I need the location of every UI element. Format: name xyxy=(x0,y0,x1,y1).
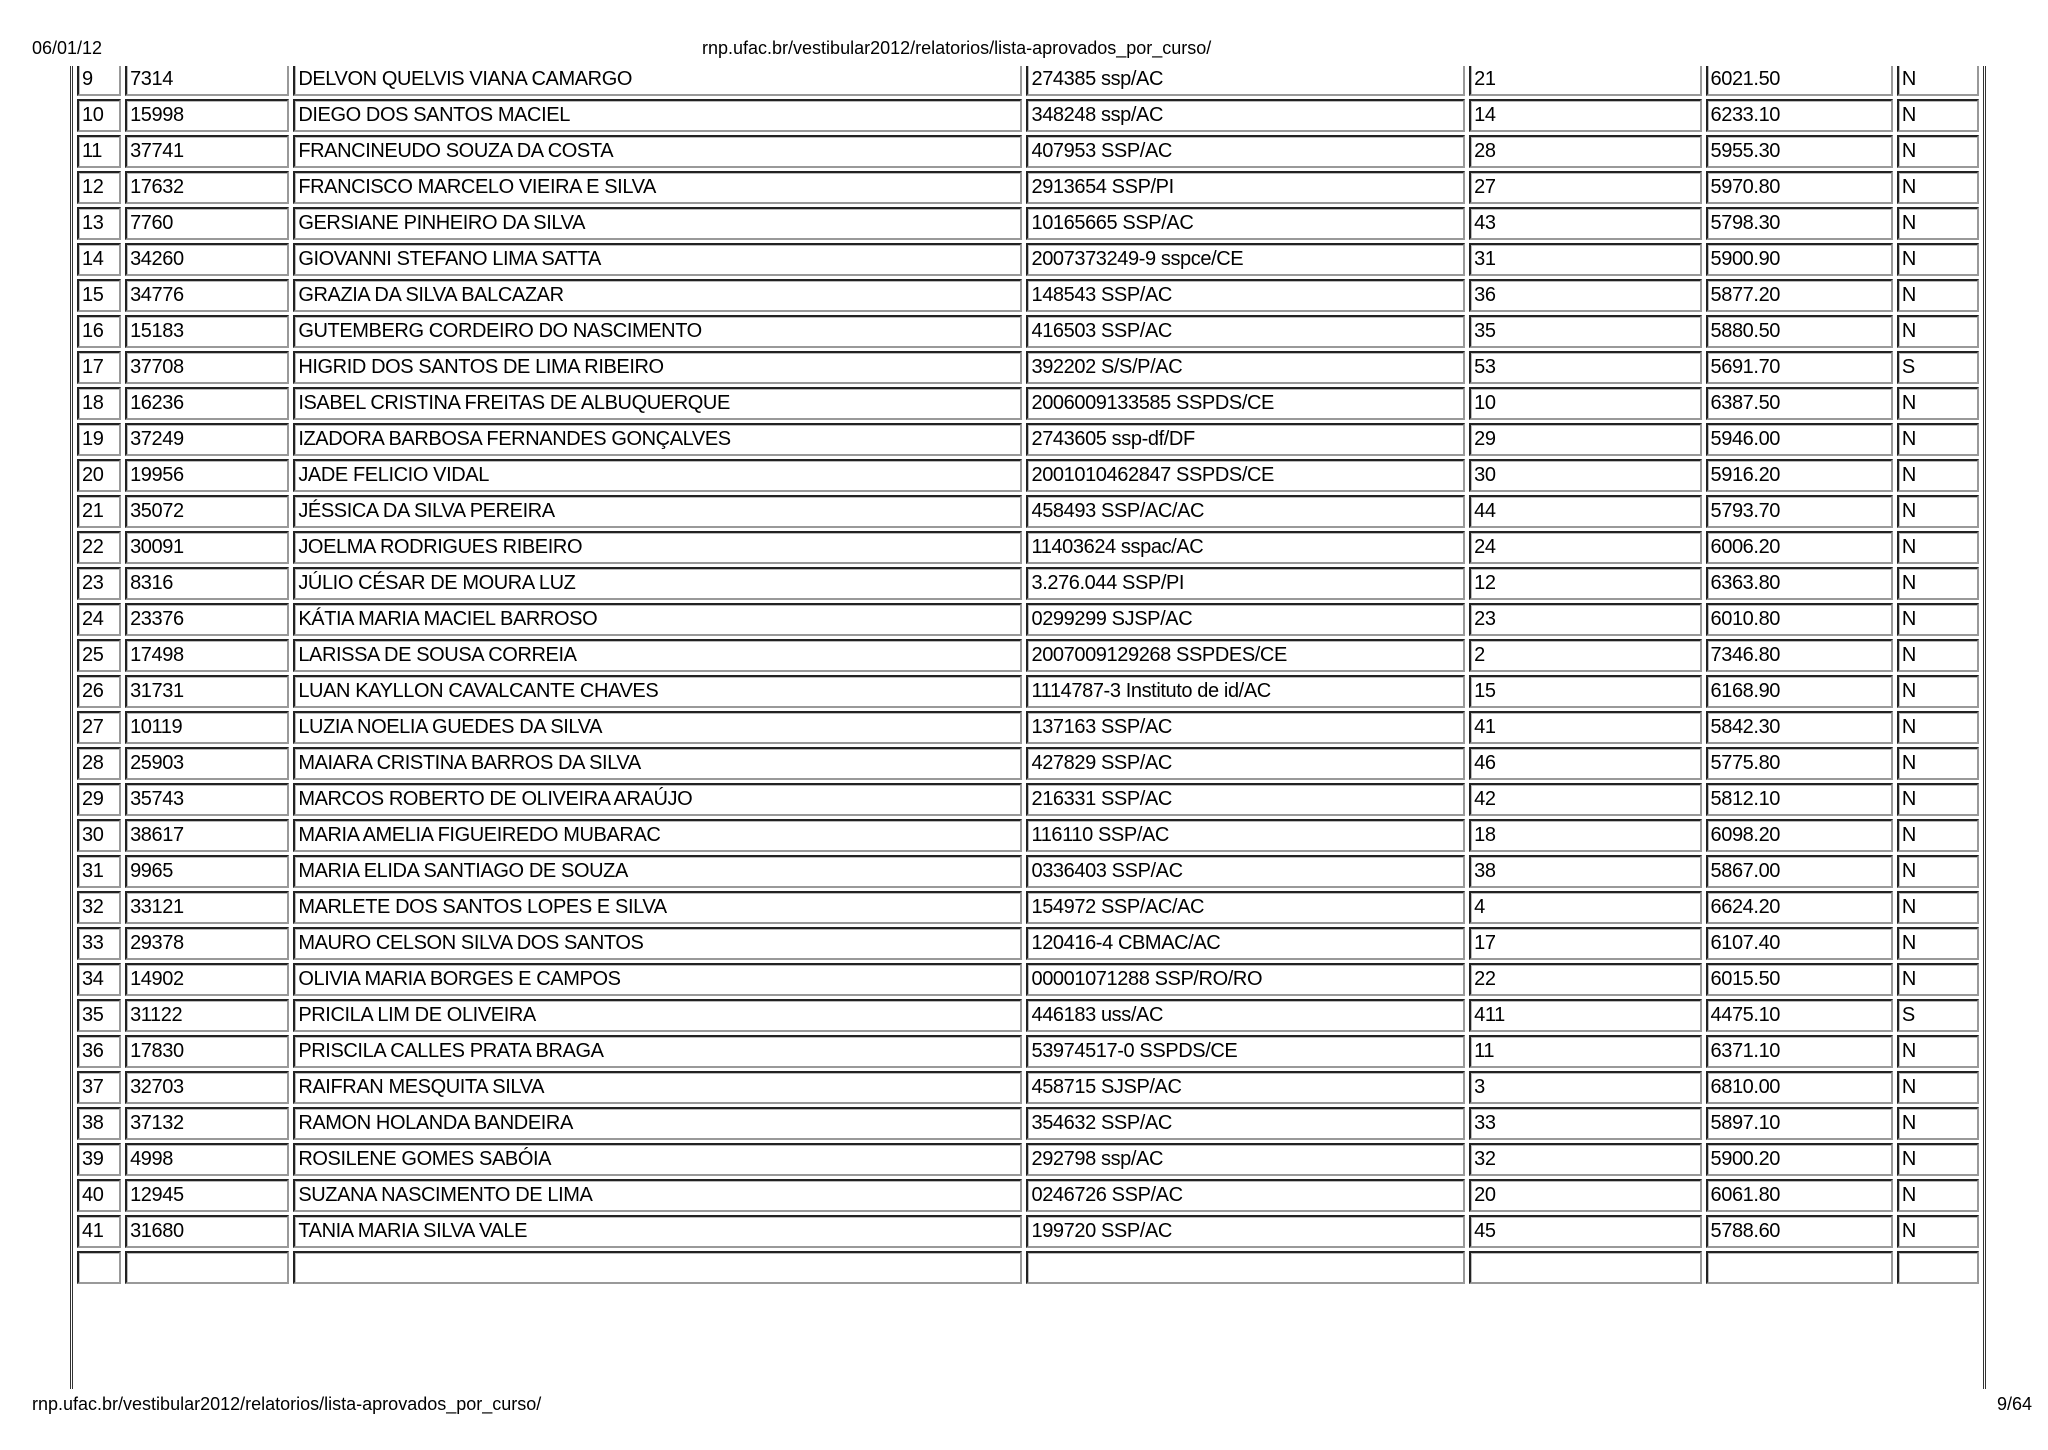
score-cell: 5842.30 xyxy=(1706,711,1893,744)
rank-cell: 411 xyxy=(1469,999,1701,1032)
id-document-cell: 00001071288 SSP/RO/RO xyxy=(1026,963,1465,996)
flag-cell: N xyxy=(1897,135,1979,168)
flag-cell: N xyxy=(1897,531,1979,564)
name-cell: LARISSA DE SOUSA CORREIA xyxy=(293,639,1022,672)
registration-cell: 14902 xyxy=(125,963,289,996)
table-row xyxy=(77,1107,1979,1140)
table-row xyxy=(77,963,1979,996)
id-document-cell: 3.276.044 SSP/PI xyxy=(1026,567,1465,600)
rank-cell: 18 xyxy=(1469,819,1701,852)
registration-cell: 31680 xyxy=(125,1215,289,1248)
flag-cell: N xyxy=(1897,747,1979,780)
name-cell: RAMON HOLANDA BANDEIRA xyxy=(293,1107,1022,1140)
table-row xyxy=(77,603,1979,636)
score-cell: 5897.10 xyxy=(1706,1107,1893,1140)
score-cell: 5900.90 xyxy=(1706,243,1893,276)
registration-cell: 7314 xyxy=(125,66,289,96)
row-number-cell: 30 xyxy=(77,819,121,852)
flag-cell: N xyxy=(1897,711,1979,744)
id-document-cell: 458493 SSP/AC/AC xyxy=(1026,495,1465,528)
id-document-cell xyxy=(1026,1251,1465,1284)
table-row xyxy=(77,66,1979,96)
rank-cell: 11 xyxy=(1469,1035,1701,1068)
row-number-cell: 31 xyxy=(77,855,121,888)
table-row xyxy=(77,279,1979,312)
id-document-cell: 2743605 ssp-df/DF xyxy=(1026,423,1465,456)
name-cell xyxy=(293,1251,1022,1284)
flag-cell: N xyxy=(1897,1035,1979,1068)
name-cell: LUAN KAYLLON CAVALCANTE CHAVES xyxy=(293,675,1022,708)
row-number-cell: 39 xyxy=(77,1143,121,1176)
rank-cell xyxy=(1469,1251,1701,1284)
flag-cell: N xyxy=(1897,855,1979,888)
row-number-cell: 28 xyxy=(77,747,121,780)
score-cell: 5880.50 xyxy=(1706,315,1893,348)
table-row xyxy=(77,1215,1979,1248)
rank-cell: 22 xyxy=(1469,963,1701,996)
id-document-cell: 10165665 SSP/AC xyxy=(1026,207,1465,240)
score-cell: 5798.30 xyxy=(1706,207,1893,240)
id-document-cell: 2007009129268 SSPDES/CE xyxy=(1026,639,1465,672)
table-row xyxy=(77,747,1979,780)
registration-cell: 31731 xyxy=(125,675,289,708)
id-document-cell: 2913654 SSP/PI xyxy=(1026,171,1465,204)
row-number-cell: 37 xyxy=(77,1071,121,1104)
score-cell: 6233.10 xyxy=(1706,99,1893,132)
name-cell: DELVON QUELVIS VIANA CAMARGO xyxy=(293,66,1022,96)
id-document-cell: 216331 SSP/AC xyxy=(1026,783,1465,816)
score-cell xyxy=(1706,1251,1893,1284)
registration-cell: 37249 xyxy=(125,423,289,456)
name-cell: GERSIANE PINHEIRO DA SILVA xyxy=(293,207,1022,240)
score-cell: 6107.40 xyxy=(1706,927,1893,960)
rank-cell: 30 xyxy=(1469,459,1701,492)
score-cell: 5812.10 xyxy=(1706,783,1893,816)
name-cell: FRANCISCO MARCELO VIEIRA E SILVA xyxy=(293,171,1022,204)
approved-list-table xyxy=(70,66,1986,1389)
registration-cell: 30091 xyxy=(125,531,289,564)
rank-cell: 15 xyxy=(1469,675,1701,708)
rank-cell: 35 xyxy=(1469,315,1701,348)
id-document-cell: 458715 SJSP/AC xyxy=(1026,1071,1465,1104)
flag-cell: N xyxy=(1897,819,1979,852)
table-row xyxy=(77,675,1979,708)
id-document-cell: 154972 SSP/AC/AC xyxy=(1026,891,1465,924)
flag-cell: N xyxy=(1897,1143,1979,1176)
table-row xyxy=(77,243,1979,276)
flag-cell: N xyxy=(1897,315,1979,348)
score-cell: 5970.80 xyxy=(1706,171,1893,204)
name-cell: PRISCILA CALLES PRATA BRAGA xyxy=(293,1035,1022,1068)
score-cell: 6168.90 xyxy=(1706,675,1893,708)
row-number-cell: 23 xyxy=(77,567,121,600)
id-document-cell: 0336403 SSP/AC xyxy=(1026,855,1465,888)
id-document-cell: 292798 ssp/AC xyxy=(1026,1143,1465,1176)
flag-cell: N xyxy=(1897,387,1979,420)
registration-cell: 15998 xyxy=(125,99,289,132)
score-cell: 5775.80 xyxy=(1706,747,1893,780)
flag-cell: N xyxy=(1897,243,1979,276)
score-cell: 5788.60 xyxy=(1706,1215,1893,1248)
id-document-cell: 53974517-0 SSPDS/CE xyxy=(1026,1035,1465,1068)
table-row xyxy=(77,819,1979,852)
rank-cell: 41 xyxy=(1469,711,1701,744)
flag-cell: S xyxy=(1897,999,1979,1032)
table-row xyxy=(77,99,1979,132)
row-number-cell: 19 xyxy=(77,423,121,456)
table-row xyxy=(77,783,1979,816)
id-document-cell: 120416-4 CBMAC/AC xyxy=(1026,927,1465,960)
name-cell: JÉSSICA DA SILVA PEREIRA xyxy=(293,495,1022,528)
registration-cell: 25903 xyxy=(125,747,289,780)
rank-cell: 21 xyxy=(1469,66,1701,96)
flag-cell: N xyxy=(1897,603,1979,636)
flag-cell: N xyxy=(1897,207,1979,240)
id-document-cell: 446183 uss/AC xyxy=(1026,999,1465,1032)
registration-cell: 34260 xyxy=(125,243,289,276)
name-cell: HIGRID DOS SANTOS DE LIMA RIBEIRO xyxy=(293,351,1022,384)
flag-cell: N xyxy=(1897,279,1979,312)
rank-cell: 17 xyxy=(1469,927,1701,960)
row-number-cell: 26 xyxy=(77,675,121,708)
rank-cell: 36 xyxy=(1469,279,1701,312)
registration-cell: 17632 xyxy=(125,171,289,204)
score-cell: 6624.20 xyxy=(1706,891,1893,924)
score-cell: 5793.70 xyxy=(1706,495,1893,528)
header-url: rnp.ufac.br/vestibular2012/relatorios/lista-aprovados_por_curso/ xyxy=(702,38,1212,58)
row-number-cell: 18 xyxy=(77,387,121,420)
registration-cell: 17498 xyxy=(125,639,289,672)
registration-cell: 37708 xyxy=(125,351,289,384)
table-row xyxy=(77,423,1979,456)
flag-cell: N xyxy=(1897,459,1979,492)
name-cell: FRANCINEUDO SOUZA DA COSTA xyxy=(293,135,1022,168)
score-cell: 6006.20 xyxy=(1706,531,1893,564)
id-document-cell: 2007373249-9 sspce/CE xyxy=(1026,243,1465,276)
flag-cell: N xyxy=(1897,495,1979,528)
name-cell: TANIA MARIA SILVA VALE xyxy=(293,1215,1022,1248)
table-row xyxy=(77,135,1979,168)
row-number-cell: 11 xyxy=(77,135,121,168)
registration-cell: 17830 xyxy=(125,1035,289,1068)
flag-cell xyxy=(1897,1251,1979,1284)
rank-cell: 2 xyxy=(1469,639,1701,672)
registration-cell: 32703 xyxy=(125,1071,289,1104)
row-number-cell: 36 xyxy=(77,1035,121,1068)
row-number-cell: 34 xyxy=(77,963,121,996)
table-row xyxy=(77,1143,1979,1176)
id-document-cell: 348248 ssp/AC xyxy=(1026,99,1465,132)
row-number-cell: 25 xyxy=(77,639,121,672)
row-number-cell: 15 xyxy=(77,279,121,312)
name-cell: JOELMA RODRIGUES RIBEIRO xyxy=(293,531,1022,564)
row-number-cell: 40 xyxy=(77,1179,121,1212)
row-number-cell: 35 xyxy=(77,999,121,1032)
table-row xyxy=(77,639,1979,672)
table-row xyxy=(77,927,1979,960)
rank-cell: 4 xyxy=(1469,891,1701,924)
score-cell: 4475.10 xyxy=(1706,999,1893,1032)
score-cell: 6387.50 xyxy=(1706,387,1893,420)
id-document-cell: 1114787-3 Instituto de id/AC xyxy=(1026,675,1465,708)
row-number-cell: 21 xyxy=(77,495,121,528)
score-cell: 6098.20 xyxy=(1706,819,1893,852)
flag-cell: N xyxy=(1897,783,1979,816)
score-cell: 6061.80 xyxy=(1706,1179,1893,1212)
table-row xyxy=(77,999,1979,1032)
row-number-cell: 9 xyxy=(77,66,121,96)
name-cell: GIOVANNI STEFANO LIMA SATTA xyxy=(293,243,1022,276)
id-document-cell: 2006009133585 SSPDS/CE xyxy=(1026,387,1465,420)
row-number-cell: 13 xyxy=(77,207,121,240)
score-cell: 5955.30 xyxy=(1706,135,1893,168)
name-cell: MARIA AMELIA FIGUEIREDO MUBARAC xyxy=(293,819,1022,852)
score-cell: 6021.50 xyxy=(1706,66,1893,96)
id-document-cell: 407953 SSP/AC xyxy=(1026,135,1465,168)
table-row xyxy=(77,495,1979,528)
row-number-cell xyxy=(77,1251,121,1284)
rank-cell: 14 xyxy=(1469,99,1701,132)
score-cell: 5946.00 xyxy=(1706,423,1893,456)
registration-cell xyxy=(125,1251,289,1284)
score-cell: 5691.70 xyxy=(1706,351,1893,384)
registration-cell: 15183 xyxy=(125,315,289,348)
registration-cell: 7760 xyxy=(125,207,289,240)
id-document-cell: 0299299 SJSP/AC xyxy=(1026,603,1465,636)
row-number-cell: 33 xyxy=(77,927,121,960)
name-cell: ISABEL CRISTINA FREITAS DE ALBUQUERQUE xyxy=(293,387,1022,420)
registration-cell: 23376 xyxy=(125,603,289,636)
row-number-cell: 32 xyxy=(77,891,121,924)
rank-cell: 53 xyxy=(1469,351,1701,384)
table-row xyxy=(77,1179,1979,1212)
rank-cell: 45 xyxy=(1469,1215,1701,1248)
table-row xyxy=(77,1035,1979,1068)
rank-cell: 3 xyxy=(1469,1071,1701,1104)
score-cell: 6810.00 xyxy=(1706,1071,1893,1104)
name-cell: PRICILA LIM DE OLIVEIRA xyxy=(293,999,1022,1032)
rank-cell: 44 xyxy=(1469,495,1701,528)
name-cell: DIEGO DOS SANTOS MACIEL xyxy=(293,99,1022,132)
name-cell: MARCOS ROBERTO DE OLIVEIRA ARAÚJO xyxy=(293,783,1022,816)
flag-cell: N xyxy=(1897,1071,1979,1104)
table-row xyxy=(77,207,1979,240)
table-row xyxy=(77,1071,1979,1104)
page-number: 9/64 xyxy=(1996,1394,2032,1414)
table-row xyxy=(77,351,1979,384)
row-number-cell: 14 xyxy=(77,243,121,276)
flag-cell: N xyxy=(1897,1107,1979,1140)
table-row xyxy=(77,531,1979,564)
registration-cell: 34776 xyxy=(125,279,289,312)
id-document-cell: 427829 SSP/AC xyxy=(1026,747,1465,780)
registration-cell: 35743 xyxy=(125,783,289,816)
name-cell: JÚLIO CÉSAR DE MOURA LUZ xyxy=(293,567,1022,600)
name-cell: RAIFRAN MESQUITA SILVA xyxy=(293,1071,1022,1104)
table-row xyxy=(77,171,1979,204)
registration-cell: 16236 xyxy=(125,387,289,420)
registration-cell: 12945 xyxy=(125,1179,289,1212)
row-number-cell: 20 xyxy=(77,459,121,492)
flag-cell: S xyxy=(1897,351,1979,384)
footer-url: rnp.ufac.br/vestibular2012/relatorios/lista-aprovados_por_curso/ xyxy=(32,1394,542,1414)
score-cell: 6010.80 xyxy=(1706,603,1893,636)
id-document-cell: 392202 S/S/P/AC xyxy=(1026,351,1465,384)
score-cell: 5916.20 xyxy=(1706,459,1893,492)
rank-cell: 38 xyxy=(1469,855,1701,888)
id-document-cell: 416503 SSP/AC xyxy=(1026,315,1465,348)
registration-cell: 38617 xyxy=(125,819,289,852)
id-document-cell: 11403624 sspac/AC xyxy=(1026,531,1465,564)
registration-cell: 29378 xyxy=(125,927,289,960)
table-row xyxy=(77,855,1979,888)
registration-cell: 35072 xyxy=(125,495,289,528)
flag-cell: N xyxy=(1897,891,1979,924)
name-cell: GUTEMBERG CORDEIRO DO NASCIMENTO xyxy=(293,315,1022,348)
rank-cell: 24 xyxy=(1469,531,1701,564)
id-document-cell: 0246726 SSP/AC xyxy=(1026,1179,1465,1212)
name-cell: SUZANA NASCIMENTO DE LIMA xyxy=(293,1179,1022,1212)
rank-cell: 27 xyxy=(1469,171,1701,204)
row-number-cell: 27 xyxy=(77,711,121,744)
rank-cell: 31 xyxy=(1469,243,1701,276)
rank-cell: 43 xyxy=(1469,207,1701,240)
table-row xyxy=(77,315,1979,348)
score-cell: 6363.80 xyxy=(1706,567,1893,600)
rank-cell: 10 xyxy=(1469,387,1701,420)
name-cell: MARLETE DOS SANTOS LOPES E SILVA xyxy=(293,891,1022,924)
name-cell: IZADORA BARBOSA FERNANDES GONÇALVES xyxy=(293,423,1022,456)
rank-cell: 28 xyxy=(1469,135,1701,168)
id-document-cell: 148543 SSP/AC xyxy=(1026,279,1465,312)
flag-cell: N xyxy=(1897,66,1979,96)
name-cell: MAIARA CRISTINA BARROS DA SILVA xyxy=(293,747,1022,780)
name-cell: ROSILENE GOMES SABÓIA xyxy=(293,1143,1022,1176)
name-cell: JADE FELICIO VIDAL xyxy=(293,459,1022,492)
rank-cell: 33 xyxy=(1469,1107,1701,1140)
id-document-cell: 2001010462847 SSPDS/CE xyxy=(1026,459,1465,492)
score-cell: 6371.10 xyxy=(1706,1035,1893,1068)
id-document-cell: 354632 SSP/AC xyxy=(1026,1107,1465,1140)
name-cell: MARIA ELIDA SANTIAGO DE SOUZA xyxy=(293,855,1022,888)
flag-cell: N xyxy=(1897,927,1979,960)
name-cell: GRAZIA DA SILVA BALCAZAR xyxy=(293,279,1022,312)
flag-cell: N xyxy=(1897,567,1979,600)
score-cell: 5867.00 xyxy=(1706,855,1893,888)
name-cell: KÁTIA MARIA MACIEL BARROSO xyxy=(293,603,1022,636)
table-row-empty xyxy=(77,1251,1979,1284)
rank-cell: 23 xyxy=(1469,603,1701,636)
print-date: 06/01/12 xyxy=(32,38,103,58)
registration-cell: 33121 xyxy=(125,891,289,924)
name-cell: LUZIA NOELIA GUEDES DA SILVA xyxy=(293,711,1022,744)
score-cell: 5877.20 xyxy=(1706,279,1893,312)
table-row xyxy=(77,711,1979,744)
flag-cell: N xyxy=(1897,1179,1979,1212)
table-row xyxy=(77,567,1979,600)
registration-cell: 37741 xyxy=(125,135,289,168)
row-number-cell: 12 xyxy=(77,171,121,204)
rank-cell: 32 xyxy=(1469,1143,1701,1176)
score-cell: 5900.20 xyxy=(1706,1143,1893,1176)
row-number-cell: 22 xyxy=(77,531,121,564)
rank-cell: 46 xyxy=(1469,747,1701,780)
row-number-cell: 17 xyxy=(77,351,121,384)
rank-cell: 42 xyxy=(1469,783,1701,816)
id-document-cell: 274385 ssp/AC xyxy=(1026,66,1465,96)
registration-cell: 19956 xyxy=(125,459,289,492)
row-number-cell: 41 xyxy=(77,1215,121,1248)
rank-cell: 29 xyxy=(1469,423,1701,456)
table-body xyxy=(77,66,1979,1284)
registration-cell: 10119 xyxy=(125,711,289,744)
row-number-cell: 24 xyxy=(77,603,121,636)
flag-cell: N xyxy=(1897,675,1979,708)
flag-cell: N xyxy=(1897,171,1979,204)
name-cell: OLIVIA MARIA BORGES E CAMPOS xyxy=(293,963,1022,996)
row-number-cell: 29 xyxy=(77,783,121,816)
id-document-cell: 199720 SSP/AC xyxy=(1026,1215,1465,1248)
table-row xyxy=(77,459,1979,492)
flag-cell: N xyxy=(1897,423,1979,456)
row-number-cell: 16 xyxy=(77,315,121,348)
row-number-cell: 38 xyxy=(77,1107,121,1140)
registration-cell: 37132 xyxy=(125,1107,289,1140)
row-number-cell: 10 xyxy=(77,99,121,132)
registration-cell: 8316 xyxy=(125,567,289,600)
registration-cell: 4998 xyxy=(125,1143,289,1176)
id-document-cell: 116110 SSP/AC xyxy=(1026,819,1465,852)
score-cell: 6015.50 xyxy=(1706,963,1893,996)
registration-cell: 31122 xyxy=(125,999,289,1032)
flag-cell: N xyxy=(1897,639,1979,672)
table-row xyxy=(77,387,1979,420)
registration-cell: 9965 xyxy=(125,855,289,888)
id-document-cell: 137163 SSP/AC xyxy=(1026,711,1465,744)
rank-cell: 12 xyxy=(1469,567,1701,600)
table-row xyxy=(77,891,1979,924)
score-cell: 7346.80 xyxy=(1706,639,1893,672)
rank-cell: 20 xyxy=(1469,1179,1701,1212)
flag-cell: N xyxy=(1897,1215,1979,1248)
name-cell: MAURO CELSON SILVA DOS SANTOS xyxy=(293,927,1022,960)
flag-cell: N xyxy=(1897,99,1979,132)
flag-cell: N xyxy=(1897,963,1979,996)
